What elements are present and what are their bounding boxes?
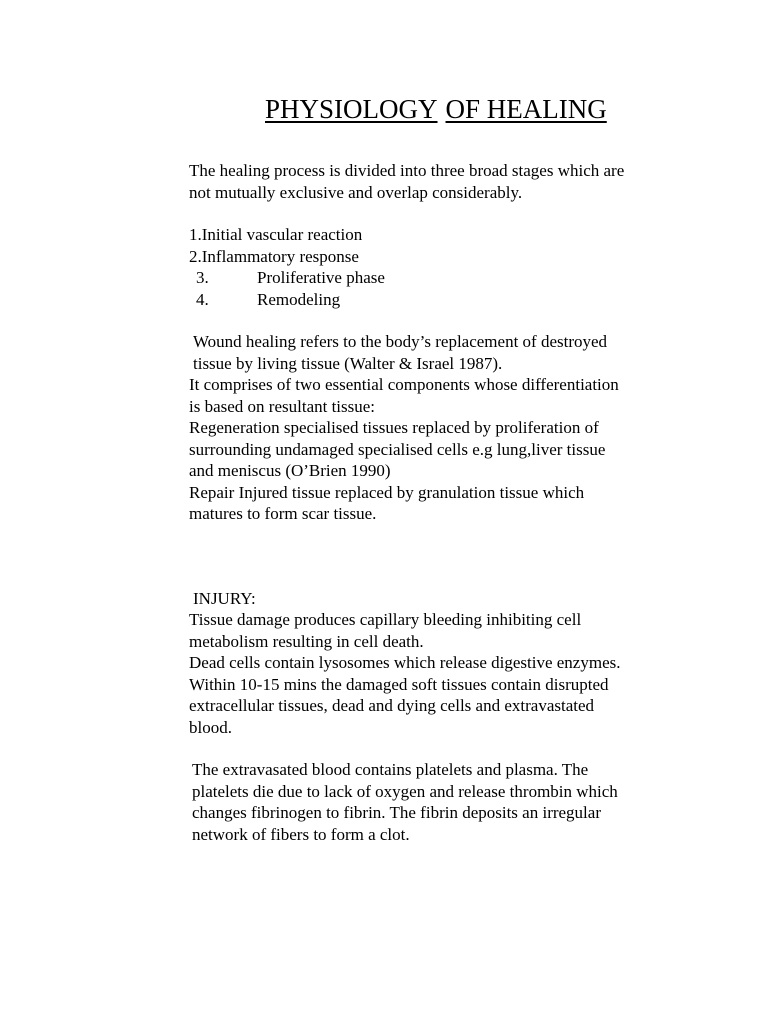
- components-line: surrounding undamaged specialised cells e.g lung,liver tissue: [189, 439, 606, 459]
- injury-line: metabolism resulting in cell death.: [189, 631, 424, 651]
- stage-number: 4.: [196, 289, 209, 309]
- components-line: Regeneration specialised tissues replaced by proliferation of: [189, 418, 599, 437]
- components-line: It comprises of two essential components whose differentiation: [189, 375, 619, 394]
- stage-number: 3.: [196, 268, 209, 287]
- definition-paragraph: [193, 331, 607, 374]
- stage-item: 2.Inflammatory response: [189, 246, 359, 266]
- stages-list: [189, 224, 385, 310]
- stage-label: Remodeling: [257, 289, 341, 309]
- title-word-physiology: PHYSIOLOGY: [265, 94, 438, 124]
- components-line: and meniscus (O’Brien 1990): [189, 461, 391, 480]
- intro-line: not mutually exclusive and overlap considerably.: [189, 182, 523, 202]
- title-words-of-healing: OF HEALING: [445, 94, 607, 124]
- components-line: Repair Injured tissue replaced by granulation tissue which: [189, 482, 585, 502]
- components-paragraph: [189, 374, 619, 525]
- stage-label: Proliferative phase: [257, 268, 385, 287]
- clot-line: network of fibers to form a clot.: [192, 824, 410, 844]
- clot-line: platelets die due to lack of oxygen and release thrombin which: [192, 781, 618, 801]
- stage-item: [189, 289, 385, 311]
- clot-line: changes fibrinogen to fibrin. The fibrin deposits an irregular: [192, 803, 601, 822]
- injury-line: Dead cells contain lysosomes which release digestive enzymes.: [189, 653, 621, 672]
- injury-line: Within 10-15 mins the damaged soft tissues contain disrupted: [189, 674, 609, 694]
- clot-line: The extravasated blood contains platelets and plasma. The: [192, 760, 589, 779]
- injury-line: extracellular tissues, dead and dying cells and extravastated: [189, 696, 595, 715]
- stage-item: 1.Initial vascular reaction: [189, 225, 363, 244]
- definition-line: Wound healing refers to the body’s replacement of destroyed: [193, 332, 608, 351]
- stage-item: [189, 267, 385, 289]
- intro-line: The healing process is divided into three broad stages which are: [189, 161, 625, 180]
- components-line: matures to form scar tissue.: [189, 504, 377, 523]
- injury-paragraph: [189, 609, 620, 738]
- intro-paragraph: [189, 160, 624, 203]
- injury-line: Tissue damage produces capillary bleeding inhibiting cell: [189, 610, 582, 629]
- components-line: is based on resultant tissue:: [189, 396, 376, 416]
- injury-line: blood.: [189, 717, 232, 737]
- clot-paragraph: [192, 759, 618, 845]
- injury-heading: INJURY:: [193, 589, 256, 608]
- page-title: [265, 92, 607, 126]
- definition-line: tissue by living tissue (Walter & Israel 1987).: [193, 353, 503, 373]
